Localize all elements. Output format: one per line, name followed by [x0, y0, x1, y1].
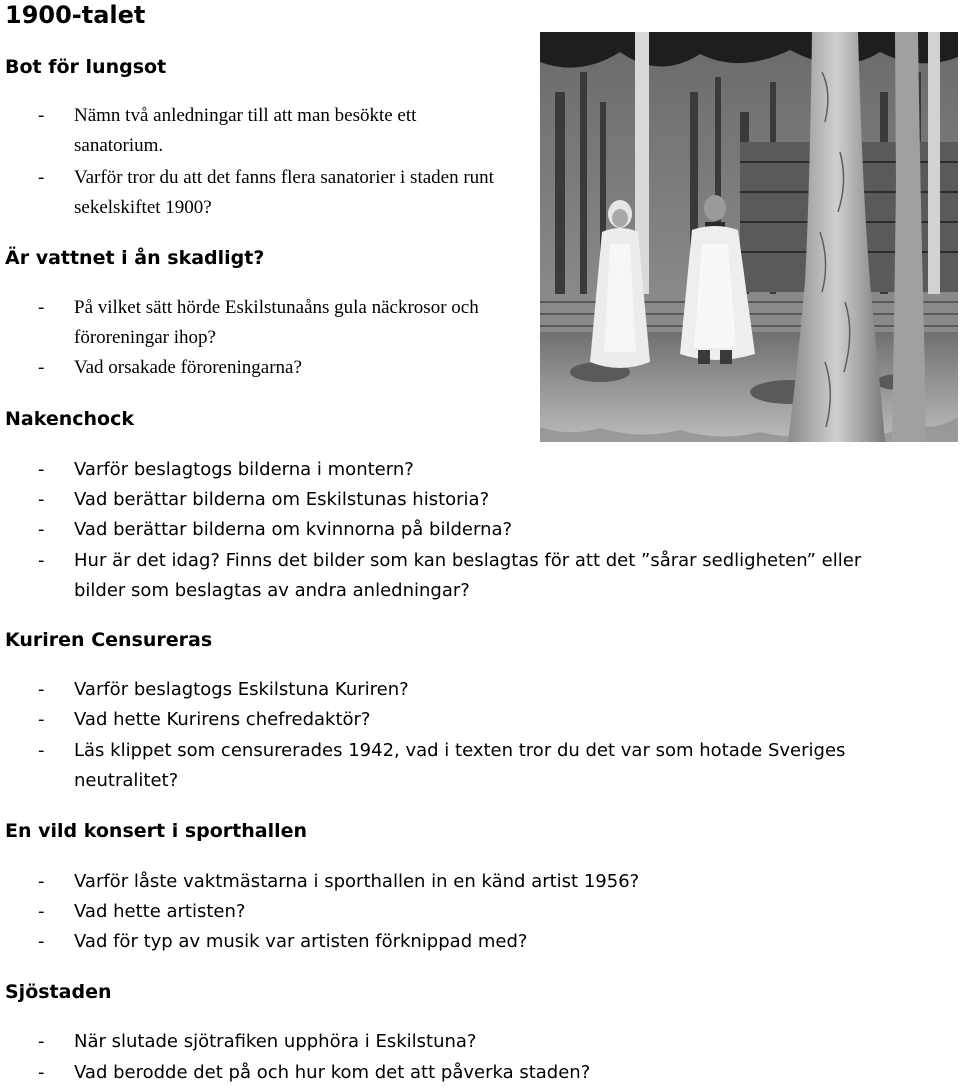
list-item: [38, 101, 508, 161]
section-heading: Sjöstaden: [5, 981, 112, 1003]
list-item: [38, 675, 888, 705]
bullet-dash: -: [38, 931, 45, 952]
bullet-dash: -: [38, 709, 45, 730]
bullet-dash: -: [38, 105, 45, 126]
list-item-text: Varför låste vaktmästarna i sporthallen in en känd artist 1956?: [74, 871, 640, 892]
bullet-dash: -: [38, 679, 45, 700]
section-heading: Är vattnet i ån skadligt?: [5, 247, 265, 269]
bullet-dash: -: [38, 489, 45, 510]
section-heading: Bot för lungsot: [5, 56, 167, 78]
list-item-text: Vad hette artisten?: [74, 901, 246, 922]
list-item: [38, 867, 888, 897]
bullet-dash: -: [38, 1062, 45, 1083]
list-item-text: På vilket sätt hörde Eskilstunaåns gula näckrosor och föroreningar ihop?: [74, 297, 479, 348]
list-item: [38, 485, 888, 515]
list-item: [38, 1058, 888, 1088]
bullet-dash: -: [38, 459, 45, 480]
list-item: [38, 515, 888, 545]
list-item: [38, 705, 888, 735]
list-item-text: Nämn två anledningar till att man besökte ett sanatorium.: [74, 105, 417, 156]
list-item-text: Vad berättar bilderna om Eskilstunas historia?: [74, 489, 490, 510]
photo-image: [540, 32, 958, 442]
list-item-text: Varför tror du att det fanns flera sanatorier i staden runt sekelskiftet 1900?: [74, 167, 494, 218]
bullet-dash: -: [38, 1031, 45, 1052]
bullet-dash: -: [38, 550, 45, 571]
list-item-text: Vad orsakade föroreningarna?: [74, 357, 302, 378]
section-heading: Kuriren Censureras: [5, 629, 213, 651]
bullet-dash: -: [38, 901, 45, 922]
list-item-text: Vad hette Kurirens chefredaktör?: [74, 709, 371, 730]
list-item-text: Hur är det idag? Finns det bilder som kan beslagtas för att det ”sårar sedligheten” eller bilder som beslagtas av andra anledningar?: [74, 550, 862, 601]
list-item-text: Vad berodde det på och hur kom det att påverka staden?: [74, 1062, 591, 1083]
list-item: [38, 163, 508, 223]
section-heading: Nakenchock: [5, 408, 135, 430]
sanatorium-photo: [540, 32, 958, 442]
list-item: [38, 927, 888, 957]
list-item-text: När slutade sjötrafiken upphöra i Eskilstuna?: [74, 1031, 477, 1052]
list-item: [38, 293, 508, 353]
list-item: [38, 353, 508, 383]
list-item: [38, 455, 888, 485]
bullet-dash: -: [38, 519, 45, 540]
bullet-dash: -: [38, 167, 45, 188]
list-item-text: Läs klippet som censurerades 1942, vad i texten tror du det var som hotade Sveriges neutralitet?: [74, 740, 846, 791]
bullet-dash: -: [38, 297, 45, 318]
bullet-dash: -: [38, 357, 45, 378]
list-item-text: Varför beslagtogs Eskilstuna Kuriren?: [74, 679, 409, 700]
list-item: [38, 736, 888, 796]
list-item-text: Vad för typ av musik var artisten förknippad med?: [74, 931, 528, 952]
list-item-text: Vad berättar bilderna om kvinnorna på bilderna?: [74, 519, 513, 540]
list-item: [38, 546, 888, 606]
section-heading: En vild konsert i sporthallen: [5, 820, 308, 842]
page-title: 1900-talet: [5, 1, 146, 29]
bullet-dash: -: [38, 740, 45, 761]
list-item: [38, 897, 888, 927]
list-item: [38, 1027, 888, 1057]
list-item-text: Varför beslagtogs bilderna i montern?: [74, 459, 414, 480]
bullet-dash: -: [38, 871, 45, 892]
